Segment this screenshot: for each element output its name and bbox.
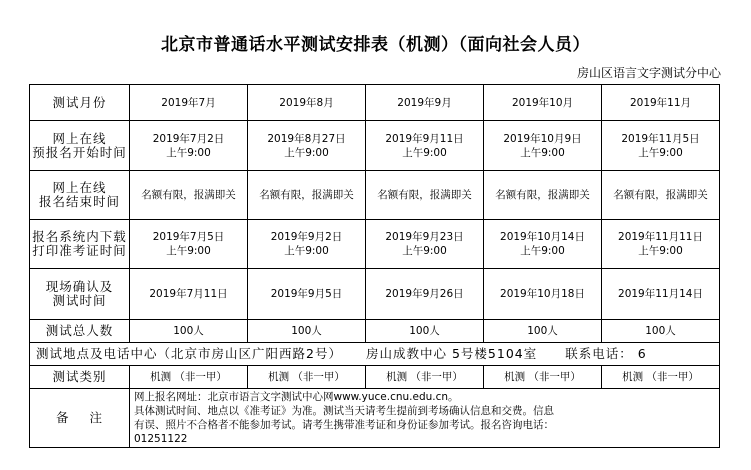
remark-line: 有误、照片不合格者不能参加考试。请考生携带准考证和身份证参加考试。报名咨询电话： (134, 419, 554, 431)
organizer-label: 房山区语言文字测试分中心 (576, 66, 721, 80)
label-line: 打印准考证时间 (32, 243, 127, 258)
time-text: 上午9:00 (402, 146, 447, 159)
remark-line: 01251122 (134, 433, 188, 445)
registration-open-cell (248, 121, 366, 171)
remark-line: 网上报名网址：北京市语言文字测试中心网www.yuce.cnu.edu.cn。 (134, 391, 459, 403)
date-text: 2019年11月11日 (618, 231, 703, 243)
registration-close-cell: 名额有限，报满即关 (366, 171, 484, 220)
label-line: 预报名开始时间 (32, 144, 127, 160)
time-text: 上午9:00 (638, 146, 683, 159)
month-cell: 2019年9月 (366, 85, 484, 121)
onsite-confirm-cell: 2019年7月11日 (130, 269, 248, 320)
date-text: 2019年8月27日 (267, 132, 346, 145)
registration-open-cell (602, 121, 720, 171)
row-label-remarks: 备 注 (30, 389, 130, 448)
row-label-registration-close (30, 171, 130, 220)
table-row-registration-close (30, 171, 720, 220)
location-room: 房山成教中心 5号楼5104室 (365, 346, 538, 361)
print-ticket-cell (130, 220, 248, 269)
month-cell: 2019年7月 (130, 85, 248, 121)
registration-close-cell: 名额有限，报满即关 (130, 171, 248, 220)
label-line: 报名结束时间 (38, 194, 120, 209)
time-text: 上午9:00 (166, 146, 211, 159)
table-row-month (30, 85, 720, 121)
label-line: 网上在线 (52, 130, 107, 146)
location-label: 测试地点及电话 (36, 346, 131, 361)
type-cell: 机测 （非一甲） (602, 366, 720, 389)
date-text: 2019年10月14日 (500, 231, 585, 243)
row-label-onsite-confirm (30, 269, 130, 320)
print-ticket-cell (248, 220, 366, 269)
type-cell: 机测 （非一甲） (366, 366, 484, 389)
month-cell: 2019年10月 (484, 85, 602, 121)
print-ticket-cell (484, 220, 602, 269)
time-text: 上午9:00 (638, 245, 683, 257)
location-cell (30, 343, 720, 366)
onsite-confirm-cell: 2019年10月18日 (484, 269, 602, 320)
total-cell: 100人 (484, 320, 602, 343)
time-text: 上午9:00 (520, 146, 565, 159)
row-label-type: 测试类别 (30, 366, 130, 389)
total-cell: 100人 (366, 320, 484, 343)
table-row-location (30, 343, 720, 366)
registration-open-cell (130, 121, 248, 171)
row-label-month: 测试月份 (30, 85, 130, 121)
table-row-registration-open (30, 121, 720, 171)
schedule-table (29, 84, 720, 448)
time-text: 上午9:00 (166, 245, 211, 257)
date-text: 2019年9月23日 (385, 231, 464, 243)
type-cell: 机测 （非一甲） (484, 366, 602, 389)
registration-close-cell: 名额有限，报满即关 (484, 171, 602, 220)
registration-close-cell: 名额有限，报满即关 (248, 171, 366, 220)
label-line: 现场确认及 (45, 279, 114, 294)
date-text: 2019年9月11日 (385, 132, 464, 145)
type-cell: 机测 （非一甲） (130, 366, 248, 389)
table-row-total (30, 320, 720, 343)
remarks-cell (130, 389, 720, 448)
total-cell: 100人 (130, 320, 248, 343)
total-cell: 100人 (248, 320, 366, 343)
onsite-confirm-cell: 2019年9月5日 (248, 269, 366, 320)
row-label-print-ticket (30, 220, 130, 269)
time-text: 上午9:00 (284, 146, 329, 159)
print-ticket-cell (602, 220, 720, 269)
date-text: 2019年7月5日 (152, 231, 225, 243)
row-label-total: 测试总人数 (30, 320, 130, 343)
table-row-remarks (30, 389, 720, 448)
onsite-confirm-cell: 2019年11月14日 (602, 269, 720, 320)
row-label-registration-open (30, 121, 130, 171)
time-text: 上午9:00 (402, 245, 447, 257)
page-title: 北京市普通话水平测试安排表（机测）（面向社会人员） (161, 35, 590, 55)
label-line: 网上在线 (52, 180, 107, 195)
date-text: 2019年10月9日 (503, 132, 582, 145)
table-row-onsite-confirm (30, 269, 720, 320)
time-text: 上午9:00 (284, 245, 329, 257)
registration-open-cell (366, 121, 484, 171)
date-text: 2019年9月2日 (270, 231, 343, 243)
total-cell: 100人 (602, 320, 720, 343)
type-cell: 机测 （非一甲） (248, 366, 366, 389)
onsite-confirm-cell: 2019年9月26日 (366, 269, 484, 320)
label-line: 测试时间 (52, 293, 107, 308)
registration-open-cell (484, 121, 602, 171)
date-text: 2019年11月5日 (621, 132, 700, 145)
print-ticket-cell (366, 220, 484, 269)
table-row-type (30, 366, 720, 389)
remark-line: 具体测试时间、地点以《准考证》为准。测试当天请考生提前到考场确认信息和交费。信息 (134, 405, 554, 417)
month-cell: 2019年8月 (248, 85, 366, 121)
time-text: 上午9:00 (520, 245, 565, 257)
table-row-print-ticket (30, 220, 720, 269)
label-line: 报名系统内下载 (32, 229, 127, 244)
location-address: 中心（北京市房山区广阳西路2号） (130, 346, 342, 361)
date-text: 2019年7月2日 (152, 132, 225, 145)
registration-close-cell: 名额有限，报满即关 (602, 171, 720, 220)
location-phone: 联系电话： 6 (565, 346, 647, 361)
month-cell: 2019年11月 (602, 85, 720, 121)
